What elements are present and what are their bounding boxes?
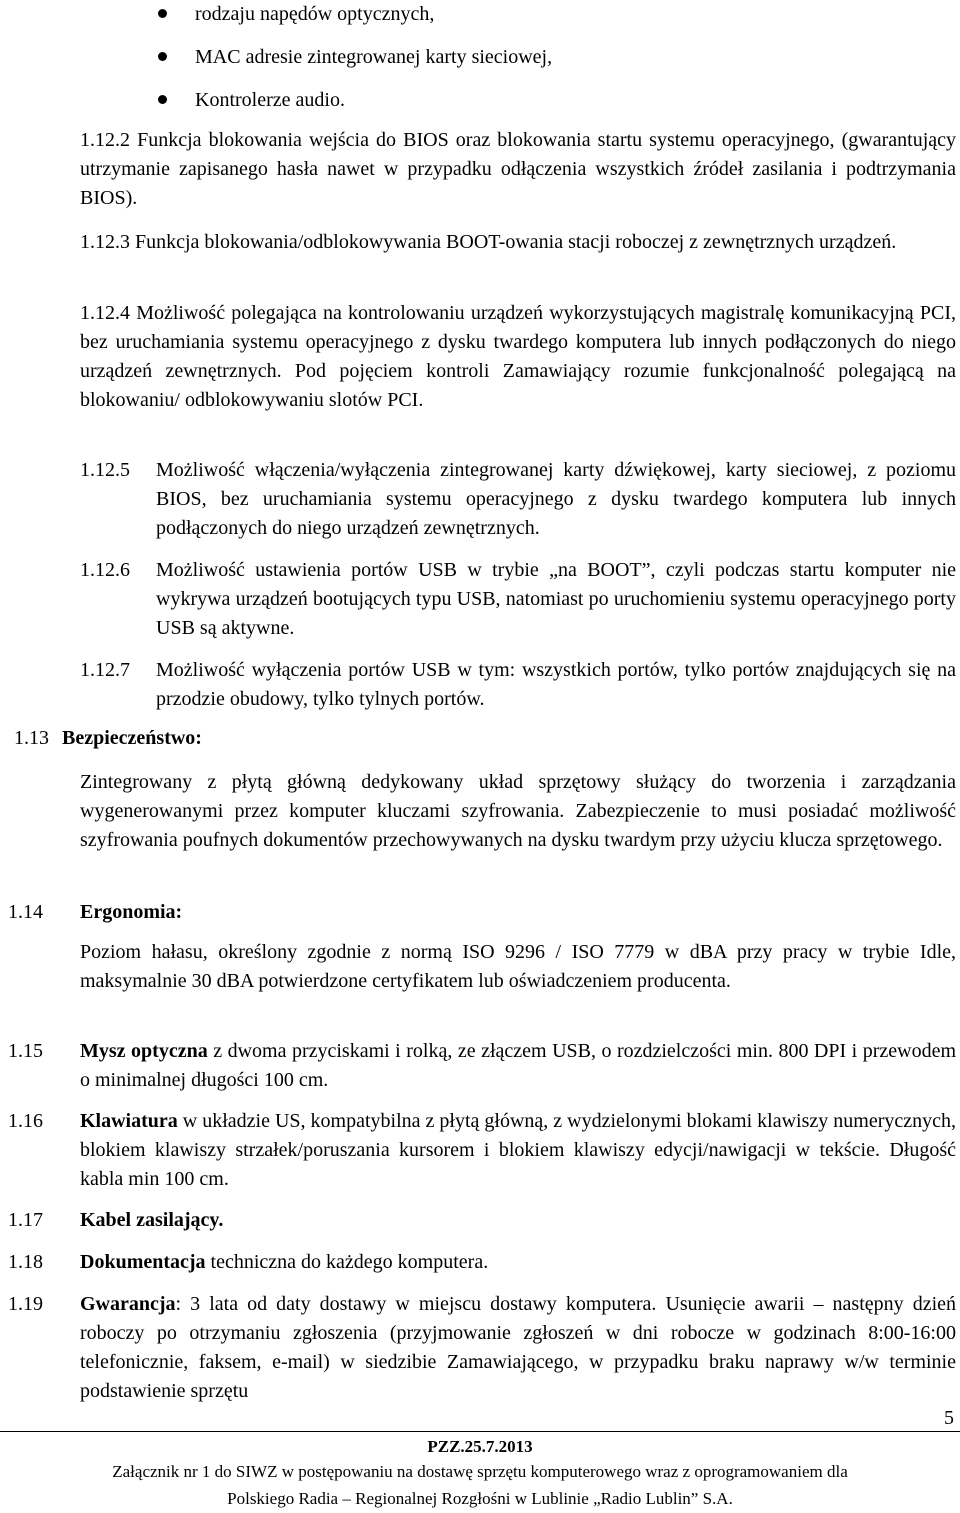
- paragraph-1-12-7: 1.12.7 Możliwość wyłączenia portów USB w tym: wszystkich portów, tylko portów znajdujących się na przodzie obudowy, tylko tylnych portów.: [80, 656, 956, 714]
- section-title: Bezpieczeństwo:: [62, 727, 202, 749]
- paragraph-1-12-3: 1.12.3 Funkcja blokowania/odblokowywania BOOT-owania stacji roboczej z zewnętrznych urządzeń.: [80, 231, 897, 253]
- list-item: Kontrolerze audio.: [150, 86, 910, 129]
- paragraph-number: 1.12.7: [80, 659, 130, 681]
- bullet-list: [150, 0, 910, 129]
- page-number: 5: [944, 1407, 954, 1429]
- section-1-13-body: Zintegrowany z płytą główną dedykowany układ sprzętowy służący do tworzenia i zarządzania wygenerowanymi przez komputer kluczami szyfrowania. Zabezpieczenie to musi posiadać możliwość szyfrowania poufnych dokumentów przechowywanych na dysku twardym przy użyciu klucza sprzętowego.: [80, 771, 956, 851]
- list-item: rodzaju napędów optycznych,: [150, 0, 910, 43]
- section-number: 1.14: [8, 901, 43, 923]
- section-title: Mysz optyczna: [80, 1040, 208, 1062]
- section-title: Kabel zasilający.: [80, 1209, 224, 1231]
- paragraph-1-12-4: 1.12.4 Możliwość polegająca na kontrolowaniu urządzeń wykorzystujących magistralę komunikacyjną PCI, bez uruchamiania systemu operacyjnego z dysku twardego komputera lub innych podłączonych do niego urządzeń zewnętrznych. Pod pojęciem kontroli Zamawiający rozumie funkcjonalność polegającą na blokowaniu/ odblokowywaniu slotów PCI.: [80, 302, 956, 411]
- section-title: Gwarancja: [80, 1293, 176, 1315]
- footer-divider: [0, 1431, 960, 1432]
- section-number: 1.18: [8, 1251, 43, 1273]
- paragraph-number: 1.12.2: [80, 129, 130, 151]
- bullet-icon: [158, 9, 167, 18]
- paragraph-number: 1.12.3: [80, 231, 130, 253]
- list-item: MAC adresie zintegrowanej karty sieciowej,: [150, 43, 910, 86]
- section-number: 1.19: [8, 1293, 43, 1315]
- bullet-icon: [158, 95, 167, 104]
- paragraph-1-12-5: 1.12.5 Możliwość włączenia/wyłączenia zintegrowanej karty dźwiękowej, karty sieciowej, z poziomu BIOS, bez uruchamiania systemu operacyjnego z dysku twardego komputera lub innych podłączonych do niego urządzeń zewnętrznych.: [80, 456, 956, 543]
- section-number: 1.17: [8, 1209, 43, 1231]
- section-title: Dokumentacja: [80, 1251, 206, 1273]
- bullet-icon: [158, 52, 167, 61]
- section-title: Klawiatura: [80, 1110, 178, 1132]
- footer-line-2: Polskiego Radia – Regionalnej Rozgłośni w Lublinie „Radio Lublin” S.A.: [227, 1489, 733, 1508]
- document-page: rodzaju napędów optycznych, MAC adresie zintegrowanej karty sieciowej, Kontrolerze audio. 1.12.2 Funkcja blokowania wejścia do BIOS oraz blokowania startu systemu operacyjnego, (gwarantujący utrzymanie zapisanego hasła nawet w przypadku odłączenia wszystkich źródeł zasilania i podtrzymania BIOS). 1.12.3 Funkcja blokowania/odblokowywania BOOT-owania stacji roboczej z zewnętrznych urządzeń. 1.12.4 Możliwość polegająca na kontrolowaniu urządzeń wykorzystujących magistralę komunikacyjną PCI, bez uruchamiania systemu operacyjnego z dysku twardego komputera lub innych podłączonych do niego urządzeń zewnętrznych. Pod pojęciem kontroli Zamawiający rozumie funkcjonalność polegającą na blokowaniu/ odblokowywaniu slotów PCI. 1.12.5 Możliwość włączenia/wyłączenia zintegrowanej karty dźwiękowej, karty sieciowej, z poziomu BIOS, bez uruchamiania systemu operacyjnego z dysku twardego komputera lub innych podłączonych do niego urządzeń zewnętrznych. 1.12.6 Możliwość ustawienia portów USB w trybie „na BOOT”, czyli podczas startu komputer nie wykrywa urządzeń bootujących typu USB, natomiast po uruchomieniu systemu operacyjnego porty USB są aktywne. 1.12.7 Możliwość wyłączenia portów USB w tym: wszystkich portów, tylko portów znajdujących się na przodzie obudowy, tylko tylnych portów. 1.13 Bezpieczeństwo: Zintegrowany z płytą główną dedykowany układ sprzętowy służący do tworzenia i zarządzania wygenerowanymi przez komputer kluczami szyfrowania. Zabezpieczenie to musi posiadać możliwość szyfrowania poufnych dokumentów przechowywanych na dysku twardym przy użyciu klucza sprzętowego. 1.14 Ergonomia: Poziom hałasu, określony zgodnie z normą ISO 9296 / ISO 7779 w dBA przy pracy w trybie Idle, maksymalnie 30 dBA potwierdzone certyfikatem lub oświadczeniem producenta. 1.15 Mysz optyczna z dwoma przyciskami i rolką, ze złączem USB, o rozdzielczości min. 800 DPI i przewodem o minimalnej długości 100 cm. 1.16 Klawiatura w układzie US, kompatybilna z płytą główną, z wydzielonymi blokami klawiszy numerycznych, blokiem klawiszy strzałek/poruszania kursorem i blokiem klawiszy edycji/nawigacji w tekście. Długość kabla min 100 cm. 1.17 Kabel zasilający. 1.18 Dokumentacja techniczna do każdego komputera. 1.19 Gwarancja: 3 lata od daty dostawy w miejscu dostawy komputera. Usunięcie awarii – następny dzień roboczy po otrzymaniu zgłoszenia (przyjmowanie zgłoszeń w dni robocze w godzinach 8:00-16:00 telefonicznie, faksem, e-mail) w siedzibie Zamawiającego, w przypadku braku naprawy w/w terminie podstawienie sprzętu 5 PZZ.25.7.2013 Załącznik nr 1 do SIWZ w postępowaniu na dostawę sprzętu komputerowego wraz z oprogramowaniem dla Polskiego Radia – Regionalnej Rozgłośni w Lublinie „Radio Lublin” S.A.: [0, 0, 960, 1513]
- footer-line-1: Załącznik nr 1 do SIWZ w postępowaniu na dostawę sprzętu komputerowego wraz z oprogramowaniem dla: [112, 1462, 848, 1481]
- section-number: 1.13: [14, 727, 49, 749]
- paragraph-number: 1.12.4: [80, 302, 130, 324]
- paragraph-number: 1.12.6: [80, 559, 130, 581]
- section-1-13-heading: [14, 724, 202, 753]
- paragraph-1-12-2: 1.12.2 Funkcja blokowania wejścia do BIOS oraz blokowania startu systemu operacyjnego, (gwarantujący utrzymanie zapisanego hasła nawet w przypadku odłączenia wszystkich źródeł zasilania i podtrzymania BIOS).: [80, 129, 957, 209]
- footer-text: [0, 1458, 960, 1512]
- section-title: Ergonomia:: [80, 901, 183, 923]
- paragraph-1-12-6: 1.12.6 Możliwość ustawienia portów USB w trybie „na BOOT”, czyli podczas startu komputer nie wykrywa urządzeń bootujących typu USB, natomiast po uruchomieniu systemu operacyjnego porty USB są aktywne.: [80, 556, 956, 643]
- section-number: 1.15: [8, 1040, 43, 1062]
- section-1-14-body: Poziom hałasu, określony zgodnie z normą ISO 9296 / ISO 7779 w dBA przy pracy w trybie Idle, maksymalnie 30 dBA potwierdzone certyfikatem lub oświadczeniem producenta.: [80, 941, 956, 992]
- paragraph-number: 1.12.5: [80, 459, 130, 481]
- footer-code: PZZ.25.7.2013: [427, 1437, 533, 1456]
- section-number: 1.16: [8, 1110, 43, 1132]
